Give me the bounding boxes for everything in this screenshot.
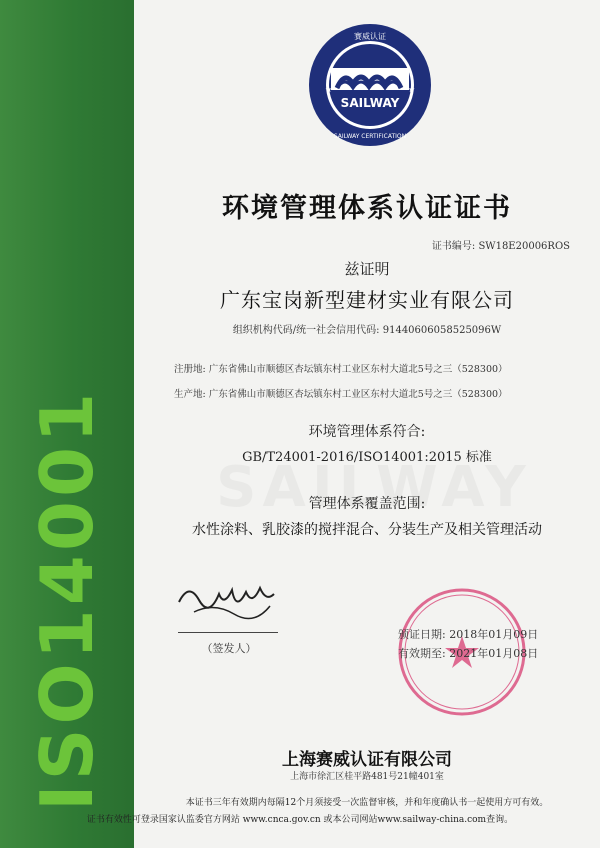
signature-line xyxy=(178,632,278,633)
logo-brand: SAILWAY xyxy=(340,96,400,110)
sidebar-band xyxy=(0,0,134,848)
logo-bottom-text: SAILWAY CERTIFICATION xyxy=(333,133,407,140)
scope: 水性涂料、乳胶漆的搅拌混合、分装生产及相关管理活动 xyxy=(192,522,542,538)
certificate-body xyxy=(86,0,600,848)
signature-icon xyxy=(174,572,284,632)
company-name: 广东宝岗新型建材实业有限公司 xyxy=(220,288,514,312)
validity-note: 本证书三年有效期内每隔12个月须接受一次监督审核，并和年度确认书一起使用方可有效。 xyxy=(185,798,549,808)
registered-address: 注册地: 广东省佛山市顺德区杏坛镇东村工业区东村大道北5号之三（528300） xyxy=(174,364,508,375)
certificate-title: 环境管理体系认证证书 xyxy=(222,193,512,224)
sailway-logo-icon xyxy=(307,22,433,148)
sidebar-standard-text: ISO14001 xyxy=(25,388,109,812)
hereby-certify: 兹证明 xyxy=(344,260,390,278)
production-address: 生产地: 广东省佛山市顺德区杏坛镇东村工业区东村大道北5号之三（528300） xyxy=(174,389,508,400)
svg-text:★: ★ xyxy=(325,85,333,94)
issuer-name: 上海赛威认证有限公司 xyxy=(282,750,452,770)
conformity-label: 环境管理体系符合: xyxy=(308,424,426,440)
org-code: 组织机构代码/统一社会信用代码: 91440606058525096W xyxy=(232,325,502,336)
issue-date: 颁证日期: 2018年01月09日 xyxy=(398,628,539,641)
svg-text:★: ★ xyxy=(408,85,416,94)
logo-top-text: 赛威认证 xyxy=(354,32,386,41)
scope-label: 管理体系覆盖范围: xyxy=(308,496,426,512)
standard: GB/T24001-2016/ISO14001:2015 标准 xyxy=(242,450,492,465)
verification-note: 证书有效性可登录国家认监委官方网站 www.cnca.gov.cn 或本公司网站www.sailway-china.com查询。 xyxy=(86,815,514,825)
certificate-number: 证书编号: SW18E20006ROS xyxy=(431,241,570,252)
valid-until-date: 有效期至: 2021年01月08日 xyxy=(398,647,539,660)
issuer-address: 上海市徐汇区桂平路481号21幢401室 xyxy=(290,772,444,782)
signer-label: （签发人） xyxy=(201,642,257,655)
